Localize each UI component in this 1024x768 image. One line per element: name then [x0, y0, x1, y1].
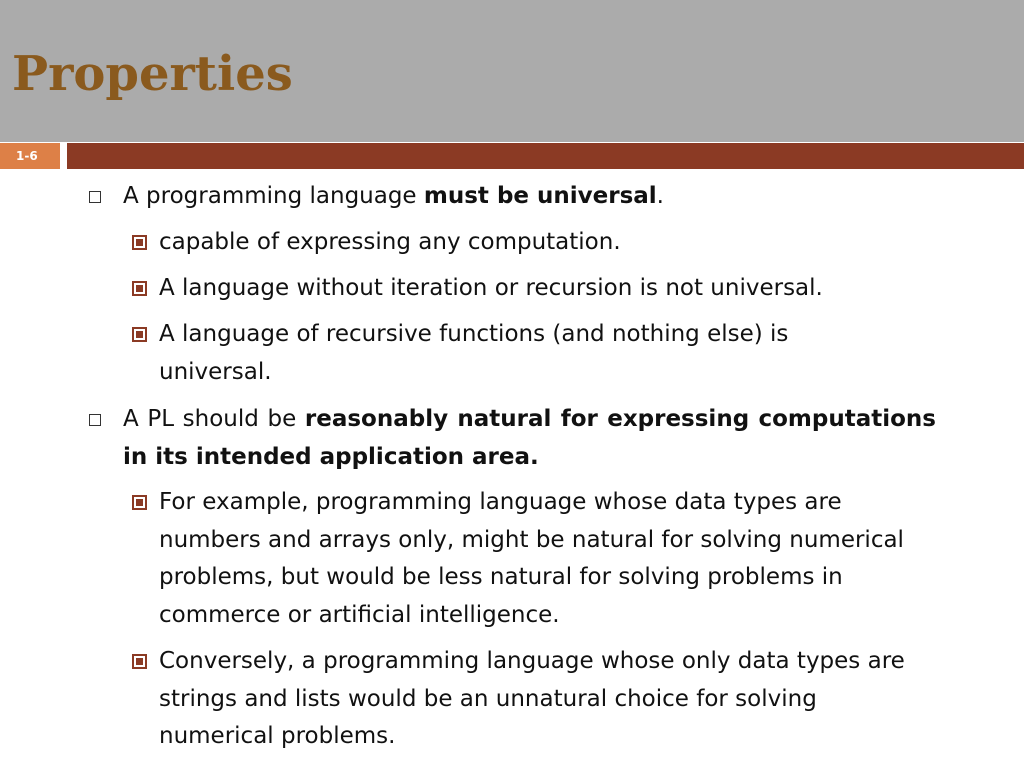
filled-square-bullet-icon [132, 495, 147, 510]
hollow-square-bullet-icon [89, 191, 101, 203]
bullet-universal-text-2: . [656, 183, 664, 209]
subbullet-iteration-text: A language without iteration or recursion is not universal. [159, 275, 823, 301]
bullet-natural-text-1: A PL should be [123, 406, 305, 432]
slide-title: Properties [12, 46, 293, 102]
slide-number: 1-6 [16, 149, 38, 163]
subbullet-conversely-text: Conversely, a programming language whose only data types are strings and lists would be an unnatural choice for solving numerical problems. [159, 648, 905, 749]
bullet-universal-emphasis: must be universal [423, 183, 657, 209]
subbullet-recursive-text: A language of recursive functions (and nothing else) is universal. [159, 321, 789, 385]
hollow-square-bullet-icon [89, 414, 101, 426]
filled-square-bullet-icon [132, 281, 147, 296]
subbullet-conversely [159, 643, 924, 756]
subbullet-example [159, 484, 924, 634]
subbullet-example-text: For example, programming language whose data types are numbers and arrays only, might be natural for solving numerical problems, but would be less natural for solving problems in commerce or artificial intelligence. [159, 489, 904, 628]
bullet-natural [123, 401, 936, 476]
subbullet-expressing-text: capable of expressing any computation. [159, 229, 621, 255]
bullet-natural-emphasis: reasonably natural for expressing computations in its intended application area. [123, 406, 936, 470]
subbullet-recursive [159, 316, 849, 391]
subbullet-iteration [159, 270, 924, 308]
filled-square-bullet-icon [132, 235, 147, 250]
bullet-universal-text-1: A programming language [123, 183, 424, 209]
subbullet-expressing [159, 224, 924, 262]
bullet-universal [123, 178, 936, 216]
filled-square-bullet-icon [132, 327, 147, 342]
filled-square-bullet-icon [132, 654, 147, 669]
